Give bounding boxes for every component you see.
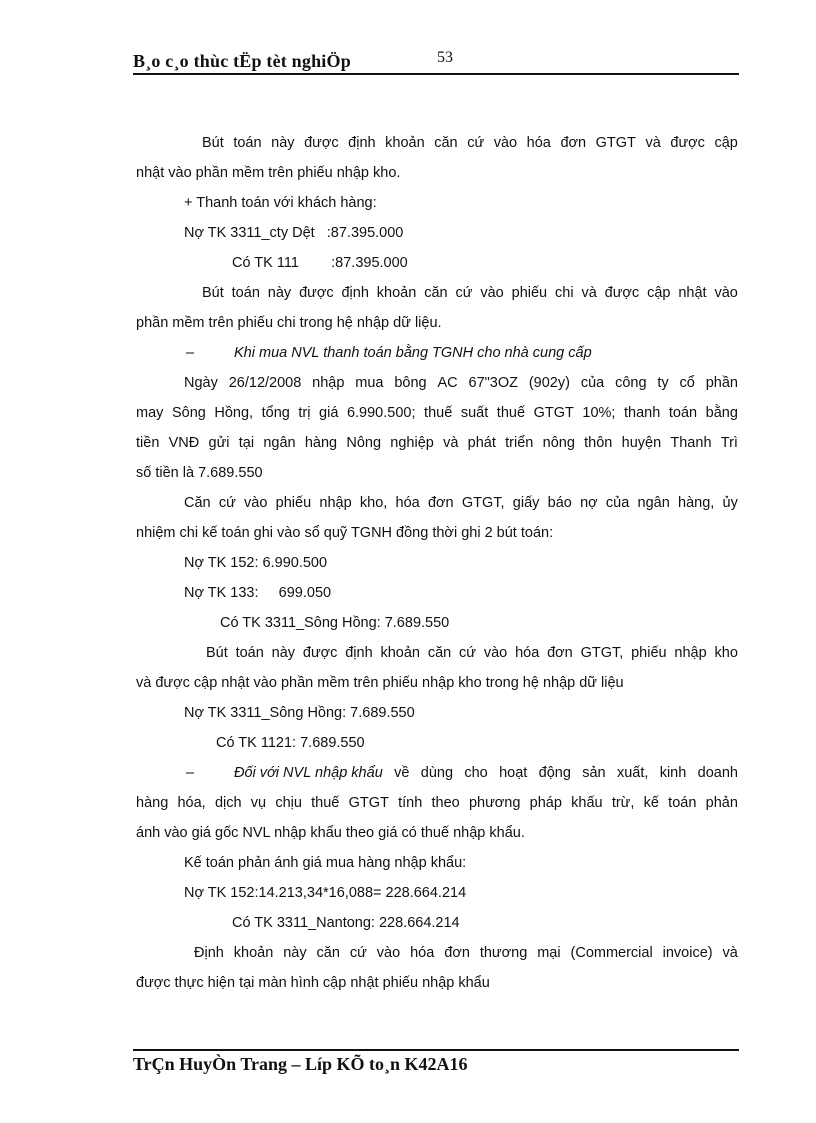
word: vào — [480, 285, 504, 301]
dash-bullet: – — [186, 345, 195, 361]
word: VNĐ — [168, 435, 200, 451]
word: hóa — [395, 495, 420, 511]
word: hàng — [136, 795, 169, 811]
para-14 — [136, 758, 738, 788]
word: GTGT — [348, 795, 389, 811]
word: về — [394, 765, 410, 781]
italic-heading: Khi mua NVL thanh toán bằng TGNH cho nhà cung cấp — [234, 345, 592, 361]
word: nợ — [580, 495, 598, 511]
word: thuế — [424, 405, 453, 421]
word: thương — [479, 945, 528, 961]
word: cứ — [455, 285, 473, 301]
word: hóa, — [177, 795, 206, 811]
word: giá — [319, 405, 339, 421]
word: nhập — [674, 645, 707, 661]
word: định — [341, 285, 369, 301]
word: gửi — [208, 435, 230, 451]
para-18: Có TK 3311_Nantong: 228.664.214 — [232, 915, 460, 931]
para-16: Kế toán phản ánh giá mua hàng nhập khẩu: — [184, 855, 467, 871]
word: Bút — [202, 285, 224, 301]
word: được — [304, 135, 339, 151]
word: toán — [231, 285, 260, 301]
word: nông — [542, 435, 575, 451]
word: GTGT, — [461, 495, 505, 511]
word: theo — [431, 795, 460, 811]
word: cập — [714, 135, 738, 151]
word: kinh — [659, 765, 687, 781]
word: vào — [493, 135, 518, 151]
page-number: 53 — [437, 49, 453, 66]
para-17: Nợ TK 152:14.213,34*16,088= 228.664.214 — [184, 885, 467, 901]
para-1: + Thanh toán với khách hàng: — [184, 195, 377, 211]
word: cứ — [459, 645, 477, 661]
word: vào — [376, 945, 401, 961]
word: kho, — [359, 495, 388, 511]
para-19-line-0 — [136, 938, 738, 968]
word: thuế — [496, 405, 526, 421]
word: nhập — [312, 375, 345, 391]
word: công — [615, 375, 647, 391]
word: toán — [233, 135, 262, 151]
para-6-line-3: số tiền là 7.689.550 — [136, 465, 263, 481]
word: doanh — [697, 765, 738, 781]
word: ngân — [637, 495, 670, 511]
word: được — [670, 135, 705, 151]
word: khấu — [571, 795, 603, 811]
word: nhập — [319, 495, 352, 511]
para-2: Nợ TK 3311_cty Dệt :87.395.000 — [184, 225, 404, 241]
word: đơn — [560, 135, 587, 151]
word: nhật — [678, 285, 707, 301]
word: Sông — [171, 405, 206, 421]
word: khoản — [385, 135, 425, 151]
word: Thanh — [670, 435, 712, 451]
word: cổ — [679, 375, 695, 391]
para-0-line-1: nhật vào phần mềm trên phiếu nhập kho. — [136, 165, 401, 181]
word: cho — [464, 765, 488, 781]
word: hoạt — [499, 765, 528, 781]
word: hóa — [526, 135, 551, 151]
word: tổng — [261, 405, 290, 421]
para-7-line-0 — [136, 488, 738, 518]
word: được — [302, 645, 338, 661]
word: Nông — [346, 435, 382, 451]
word: hóa — [410, 945, 435, 961]
word: đơn — [444, 945, 470, 961]
para-4-line-0 — [136, 278, 738, 308]
para-14-lead — [186, 758, 383, 788]
header-title: B¸o c¸o thùc tËp tèt nghiÖp — [133, 51, 351, 71]
word: thôn — [584, 435, 613, 451]
word: hàng — [304, 435, 338, 451]
word: này — [283, 945, 307, 961]
word: phiếu — [511, 285, 548, 301]
word: GTGT — [533, 405, 574, 421]
word: sản — [582, 765, 606, 781]
word: 67"3OZ — [468, 375, 518, 391]
word: dịch — [214, 795, 242, 811]
word: nghiệp — [390, 435, 434, 451]
italic-heading: Đối với NVL nhập khẩu — [234, 765, 383, 781]
word: khoản — [233, 945, 274, 961]
word: và — [645, 135, 661, 151]
body-text — [136, 128, 738, 998]
word: Bút — [206, 645, 228, 661]
word: chi — [555, 285, 574, 301]
word: căn — [427, 645, 452, 661]
para-5 — [136, 338, 738, 368]
word: này — [271, 645, 296, 661]
word: định — [345, 645, 373, 661]
word: của — [580, 375, 605, 391]
word: vào — [483, 645, 508, 661]
para-15-line-0 — [136, 788, 738, 818]
word: phiếu — [275, 495, 312, 511]
word: mua — [355, 375, 384, 391]
word: vào — [714, 285, 738, 301]
word: triển — [505, 435, 534, 451]
word: vào — [244, 495, 268, 511]
para-10: Có TK 3311_Sông Hồng: 7.689.550 — [220, 615, 450, 631]
word: đơn — [427, 495, 454, 511]
para-6-line-2 — [136, 428, 738, 458]
word: suất — [460, 405, 489, 421]
word: căn — [316, 945, 340, 961]
word: AC — [437, 375, 458, 391]
word: chịu — [275, 795, 302, 811]
word: 6.990.500; — [346, 405, 416, 421]
word: phần — [705, 375, 738, 391]
word: hóa — [515, 645, 540, 661]
para-6-line-1 — [136, 398, 738, 428]
word: vụ — [250, 795, 267, 811]
word: tại — [238, 435, 255, 451]
word: dùng — [420, 765, 454, 781]
para-7-line-1: nhiệm chi kế toán ghi vào sổ quỹ TGNH đồng thời ghi 2 bút toán: — [136, 525, 554, 541]
word: tính — [398, 795, 423, 811]
para-11-line-1: và được cập nhật vào phần mềm trên phiếu nhập kho trong hệ nhập dữ liệu — [136, 675, 624, 691]
word: Bút — [202, 135, 224, 151]
word: cập — [647, 285, 671, 301]
para-4-line-1: phần mềm trên phiếu chi trong hệ nhập dữ liệu. — [136, 315, 442, 331]
footer-rule — [133, 1049, 739, 1051]
word: phương — [468, 795, 521, 811]
word: may — [136, 405, 164, 421]
word: invoice) — [662, 945, 713, 961]
para-13: Có TK 1121: 7.689.550 — [216, 735, 365, 751]
header-rule — [133, 73, 739, 75]
word: động — [538, 765, 571, 781]
word: cứ — [467, 135, 485, 151]
word: và — [581, 285, 597, 301]
word: 10%; — [582, 405, 616, 421]
para-6-line-0 — [136, 368, 738, 398]
word: được — [299, 285, 334, 301]
word: toán — [668, 405, 698, 421]
word: toán — [668, 795, 697, 811]
word: Hồng, — [214, 405, 254, 421]
para-8: Nợ TK 152: 6.990.500 — [184, 555, 328, 571]
word: giấy — [512, 495, 540, 511]
word: ủy — [722, 495, 738, 511]
para-15-line-1: ánh vào giá gốc NVL nhập khẩu theo giá có thuế nhập khẩu. — [136, 825, 525, 841]
word: tiền — [136, 435, 160, 451]
word: báo — [547, 495, 572, 511]
word: toán — [235, 645, 264, 661]
para-11-line-0 — [136, 638, 738, 668]
word: Ngày — [184, 375, 218, 391]
word: của — [605, 495, 630, 511]
word: cứ — [349, 945, 367, 961]
footer-text: TrÇn HuyÒn Trang – Líp KÕ to¸n K42A16 — [133, 1054, 468, 1074]
word: xuất, — [616, 765, 649, 781]
word: kế — [643, 795, 659, 811]
word: này — [271, 135, 295, 151]
word: huyện — [621, 435, 662, 451]
word: GTGT — [595, 135, 636, 151]
word: phát — [467, 435, 496, 451]
word: GTGT, — [580, 645, 624, 661]
word: cứ — [218, 495, 236, 511]
word: kho — [714, 645, 738, 661]
word: thuế — [311, 795, 340, 811]
word: khoản — [376, 285, 417, 301]
word: ty — [657, 375, 669, 391]
word: phản — [705, 795, 738, 811]
word: trừ, — [611, 795, 635, 811]
word: mại — [537, 945, 561, 961]
word: pháp — [529, 795, 562, 811]
word: bằng — [705, 405, 738, 421]
word: khoản — [380, 645, 420, 661]
word: đơn — [547, 645, 573, 661]
word: và — [722, 945, 738, 961]
word: và — [443, 435, 459, 451]
word: (Commercial — [570, 945, 653, 961]
word: ngân — [263, 435, 296, 451]
word: bông — [394, 375, 427, 391]
word: căn — [434, 135, 458, 151]
word: này — [267, 285, 292, 301]
word: thanh — [624, 405, 661, 421]
word: căn — [424, 285, 448, 301]
word: định — [348, 135, 376, 151]
word: hàng, — [678, 495, 715, 511]
word: trị — [298, 405, 311, 421]
word: Căn — [184, 495, 211, 511]
dash-bullet: – — [186, 765, 195, 781]
word: 26/12/2008 — [228, 375, 302, 391]
para-9: Nợ TK 133: 699.050 — [184, 585, 332, 601]
word: (902y) — [528, 375, 570, 391]
para-3: Có TK 111 :87.395.000 — [232, 255, 408, 271]
word: phiếu — [631, 645, 667, 661]
word: được — [604, 285, 640, 301]
word: Trì — [720, 435, 738, 451]
para-0-line-0 — [136, 128, 738, 158]
word: Định — [194, 945, 224, 961]
para-12: Nợ TK 3311_Sông Hồng: 7.689.550 — [184, 705, 415, 721]
para-19-line-1: được thực hiện tại màn hình cập nhật phiếu nhập khẩu — [136, 975, 490, 991]
